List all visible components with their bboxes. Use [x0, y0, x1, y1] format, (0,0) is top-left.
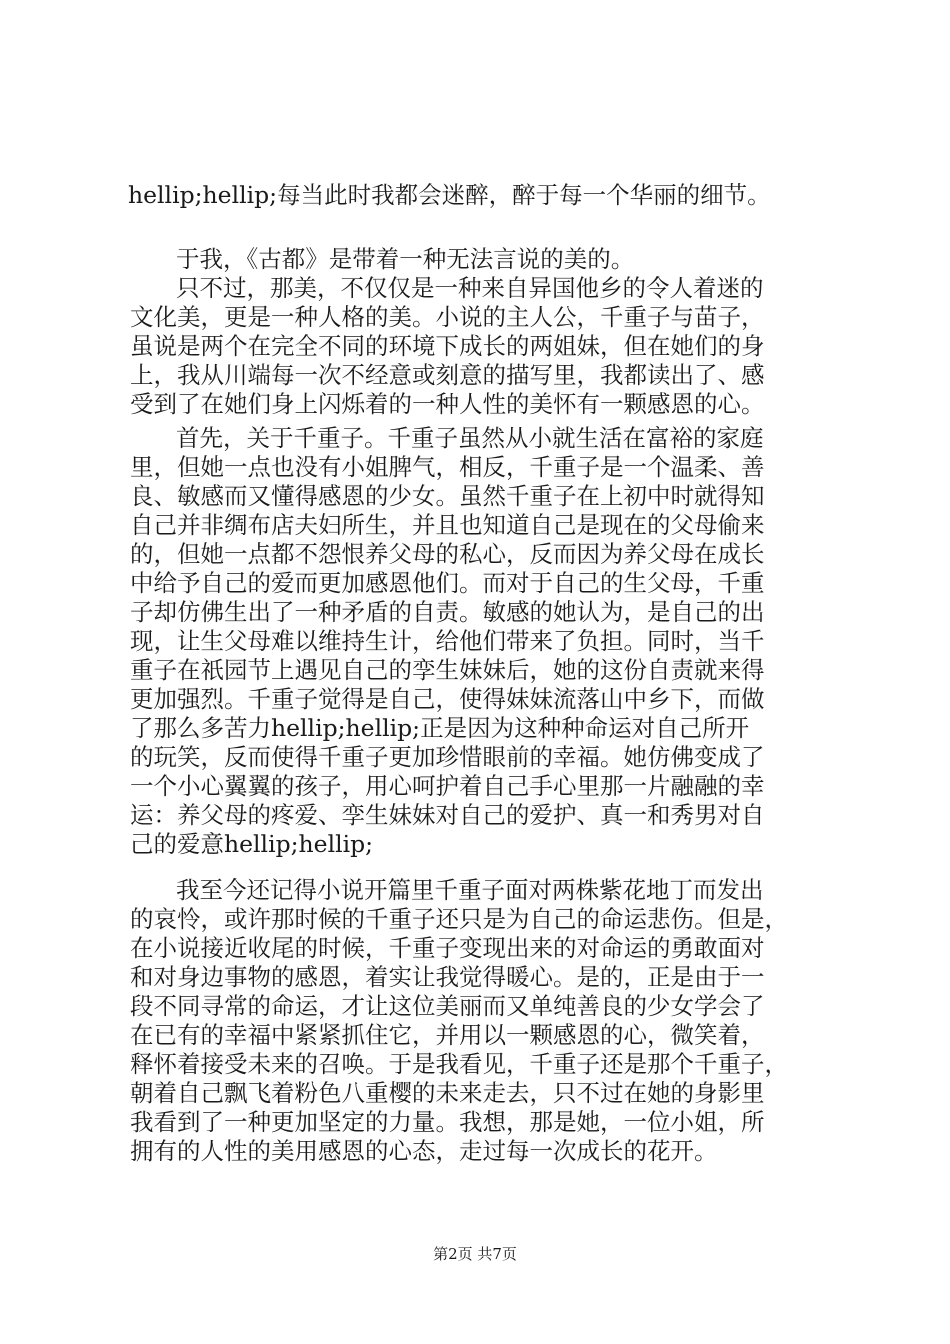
text-line: 的哀怜，或许那时候的千重子还只是为自己的命运悲伤。但是， — [130, 905, 788, 933]
text-line: 上，我从川端每一次不经意或刻意的描写里，我都读出了、感 — [130, 361, 765, 389]
text-line: 我看到了一种更加坚定的力量。我想，那是她，一位小姐，所 — [130, 1108, 765, 1136]
text-line: 运：养父母的疼爱、孪生妹妹对自己的爱护、真一和秀男对自 — [130, 801, 765, 829]
text-line: 于我，《古都》是带着一种无法言说的美的。 — [176, 245, 635, 273]
text-line: 朝着自己飘飞着粉色八重樱的未来走去，只不过在她的身影里 — [130, 1079, 765, 1107]
text-line: 子却仿佛生出了一种矛盾的自责。敏感的她认为，是自己的出 — [130, 598, 765, 626]
text-line: 自己并非绸布店夫妇所生，并且也知道自己是现在的父母偷来 — [130, 511, 765, 539]
text-line: 受到了在她们身上闪烁着的一种人性的美怀有一颗感恩的心。 — [130, 390, 765, 418]
text-line: 现，让生父母难以维持生计，给他们带来了负担。同时，当千 — [130, 627, 765, 655]
page-number-footer: 第2页 共7页 — [433, 1245, 517, 1263]
text-line: 己的爱意hellip;hellip; — [130, 830, 374, 858]
text-line: 的，但她一点都不怨恨养父母的私心，反而因为养父母在成长 — [130, 540, 765, 568]
text-line: 文化美，更是一种人格的美。小说的主人公，千重子与苗子， — [130, 303, 765, 331]
text-line: 段不同寻常的命运，才让这位美丽而又单纯善良的少女学会了 — [130, 992, 765, 1020]
text-line: 的玩笑，反而使得千重子更加珍惜眼前的幸福。她仿佛变成了 — [130, 743, 765, 771]
text-line: 更加强烈。千重子觉得是自己，使得妹妹流落山中乡下，而做 — [130, 685, 765, 713]
text-line: 拥有的人性的美用感恩的心态，走过每一次成长的花开。 — [130, 1137, 718, 1165]
text-line: hellip;hellip;每当此时我都会迷醉，醉于每一个华丽的细节。 — [128, 181, 771, 209]
text-line: 首先，关于千重子。千重子虽然从小就生活在富裕的家庭 — [176, 424, 764, 452]
text-line: 中给予自己的爱而更加感恩他们。而对于自己的生父母，千重 — [130, 569, 765, 597]
text-line: 一个小心翼翼的孩子，用心呵护着自己手心里那一片融融的幸 — [130, 772, 765, 800]
text-line: 良、敏感而又懂得感恩的少女。虽然千重子在上初中时就得知 — [130, 482, 765, 510]
text-line: 和对身边事物的感恩，着实让我觉得暖心。是的，正是由于一 — [130, 963, 765, 991]
text-line: 虽说是两个在完全不同的环境下成长的两姐妹，但在她们的身 — [130, 332, 765, 360]
text-line: 了那么多苦力hellip;hellip;正是因为这种种命运对自己所开 — [130, 714, 750, 742]
text-line: 在已有的幸福中紧紧抓住它，并用以一颗感恩的心，微笑着， — [130, 1021, 765, 1049]
text-line: 在小说接近收尾的时候，千重子变现出来的对命运的勇敢面对 — [130, 934, 765, 962]
text-line: 里，但她一点也没有小姐脾气，相反，千重子是一个温柔、善 — [130, 453, 765, 481]
text-line: 重子在祇园节上遇见自己的孪生妹妹后，她的这份自责就来得 — [130, 656, 765, 684]
text-line: 我至今还记得小说开篇里千重子面对两株紫花地丁而发出 — [176, 876, 764, 904]
text-line: 释怀着接受未来的召唤。于是我看见，千重子还是那个千重子， — [130, 1050, 788, 1078]
text-line: 只不过，那美，不仅仅是一种来自异国他乡的令人着迷的 — [176, 274, 764, 302]
